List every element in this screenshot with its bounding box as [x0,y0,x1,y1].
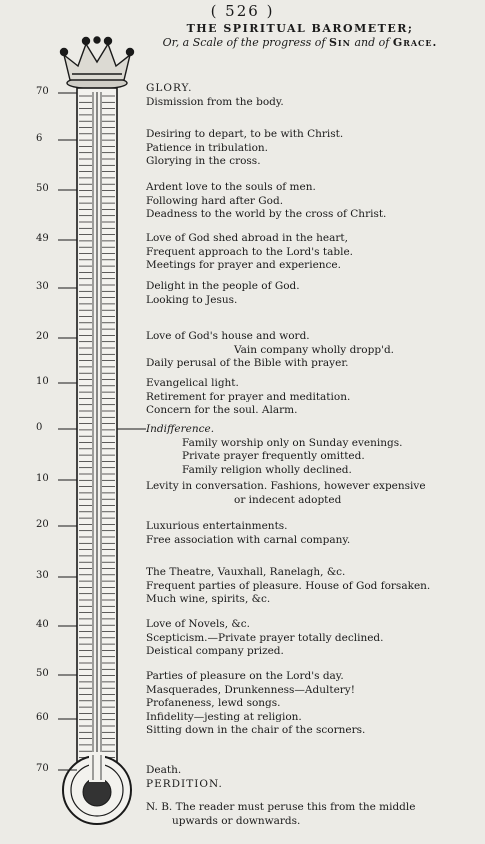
scale-label: 20 [36,331,49,342]
entry-line: Patience in tribulation. [146,141,268,154]
entry-line: Glorying in the cross. [146,155,261,167]
entry-line: Vain company wholly dropp'd. [234,343,395,356]
entry-line: Meetings for prayer and experience. [146,259,341,271]
group-ardent [146,181,386,222]
entry-line: Sitting down in the chair of the scorners. [146,724,366,736]
entry-line: Luxurious entertainments. [146,520,288,532]
entry-line: Much wine, spirits, &c. [146,593,271,605]
entry-line: Love of God shed abroad in the heart, [146,232,348,244]
entry-line: Death. [146,764,182,776]
title-main: THE SPIRITUAL BAROMETER; [186,22,414,35]
entry-line: Family religion wholly declined. [182,463,352,476]
entry-line: Family worship only on Sunday evenings. [182,436,403,449]
group-parties [146,670,365,738]
entry-line: Masquerades, Drunkenness—Adultery! [146,683,355,696]
entry-line: Private prayer frequently omitted. [182,450,365,462]
thermometer-tube [77,88,117,764]
group-death [146,764,223,791]
entry-line: Levity in conversation. Fashions, however expensive [146,480,426,492]
group-novels [146,618,384,659]
entry-line: Frequent approach to the Lord's table. [146,245,353,258]
entry-line: Deistical company prized. [146,645,284,657]
group-levity [146,480,426,507]
entry-line: Love of God's house and word. [146,330,310,342]
group-luxurious [146,520,350,547]
scale-label: 6 [36,133,43,144]
scale-label: 20 [36,519,49,530]
scale-label: 49 [36,233,49,244]
group-theatre [146,566,430,607]
entry-line: Deadness to the world by the cross of Christ. [146,208,387,220]
entry-line: Profaneness, lewd songs. [146,697,281,709]
scale-label: 30 [36,570,49,581]
group-gods-house [146,330,394,371]
glory-heading: GLORY. [146,82,193,94]
note [146,800,415,828]
group-delight [146,280,300,307]
entry-line: or indecent adopted [234,493,342,506]
entry-line: Delight in the people of God. [146,280,300,292]
scale-label: 70 [36,86,49,97]
entry-line: Love of Novels, &c. [146,618,250,630]
entry-line: Retirement for prayer and meditation. [146,390,351,403]
subtitle-sin: Sin [328,36,351,49]
group-desiring [146,128,343,169]
scale-label: 10 [36,473,49,484]
note-line: N. B. The reader must peruse this from the middle [146,801,416,813]
entry-line: The Theatre, Vauxhall, Ranelagh, &c. [146,566,346,578]
subtitle-and: and of [354,36,390,49]
indifference-label: Indifference. [146,423,215,435]
entry-line: Frequent parties of pleasure. House of God forsaken. [146,579,431,592]
group-evangelical [146,377,350,418]
thermometer-bulb [63,752,131,824]
entry-line: Daily perusal of the Bible with prayer. [146,357,349,369]
entry-line: Scepticism.—Private prayer totally declined. [146,631,384,644]
scale-label: 60 [36,712,49,723]
entry-line: Concern for the soul. Alarm. [146,404,298,416]
entry-line: Desiring to depart, to be with Christ. [146,128,344,140]
scale-label: 50 [36,183,49,194]
subtitle-prefix: Or, a Scale of the progress of [162,36,326,49]
perdition-label: PERDITION. [146,777,223,790]
group-glory [146,82,284,109]
entry-line: Infidelity—jesting at religion. [146,710,302,723]
entry-line: Evangelical light. [146,377,239,389]
entry-line: Following hard after God. [146,194,284,207]
scale-label: 0 [36,422,43,433]
subtitle-grace: Grace. [392,36,438,49]
scale-label: 30 [36,281,49,292]
entry-line: Parties of pleasure on the Lord's day. [146,670,344,682]
group-love-of-god [146,232,353,273]
scale-label: 10 [36,376,49,387]
crown-icon [61,37,134,89]
scale-label: 40 [36,619,49,630]
entry-line: Free association with carnal company. [146,533,351,546]
page-number: ( 526 ) [210,2,275,20]
entry-line: Looking to Jesus. [146,293,238,306]
scale-label: 70 [36,763,49,774]
scale-label: 50 [36,668,49,679]
note-line: upwards or downwards. [172,815,301,827]
entry-line: Ardent love to the souls of men. [146,181,316,193]
entry-line: Dismission from the body. [146,95,284,108]
group-indifference [146,423,402,477]
